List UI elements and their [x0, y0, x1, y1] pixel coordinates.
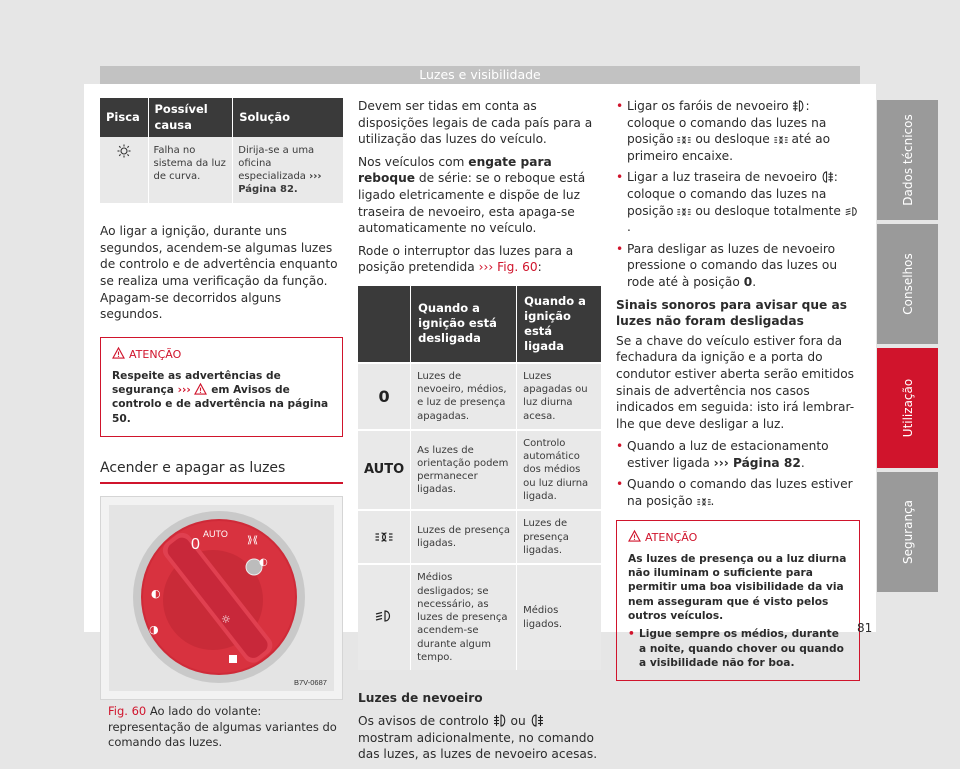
- table-row: [100, 137, 343, 203]
- bullet-end: .: [710, 494, 715, 509]
- front-fog-icon: [792, 100, 805, 112]
- parking-light-icon: [774, 135, 788, 145]
- trailer-paragraph: [358, 154, 601, 237]
- warning-text: As luzes de presença ou a luz diurna não iluminam o suficiente para permitir uma boa visibilidade da via nem asseguram que é visto pelos outros veículos.: [628, 552, 847, 622]
- tab-dados-tecnicos[interactable]: [877, 100, 938, 220]
- figure-zero-label: 0: [191, 535, 200, 553]
- figure-caption: [100, 704, 343, 751]
- column-right: [616, 98, 860, 681]
- list-item-text: [627, 241, 860, 291]
- sound-heading-text: Sinais sonoros para avisar que as luzes não foram desligadas: [616, 297, 847, 329]
- table-row: [358, 510, 601, 564]
- warning-link[interactable]: ›››: [177, 384, 191, 397]
- list-item: [616, 241, 860, 291]
- bullet-dot: •: [616, 241, 624, 256]
- svg-text:◐: ◐: [151, 586, 161, 600]
- warning-triangle-icon: [628, 530, 641, 542]
- warning-title: [112, 347, 332, 363]
- bullet-text: : coloque o comando das luzes na posição: [627, 99, 827, 147]
- list-item-text: [627, 438, 860, 471]
- position-auto-icon: AUTO: [358, 430, 411, 510]
- table-row: [358, 363, 601, 430]
- warning-text-a: Respeite as advertências de segurança: [112, 369, 281, 397]
- bullet-text: ou desloque totalmente: [695, 203, 841, 218]
- bullet-text: .: [627, 220, 631, 235]
- bullet-end: .: [800, 455, 805, 470]
- light-switch-illustration: [109, 505, 334, 691]
- warning-box: [616, 520, 860, 682]
- page-link[interactable]: ››› Página 82.: [238, 171, 322, 196]
- parking-light-icon: [677, 207, 691, 217]
- bullet-dot: •: [616, 99, 624, 113]
- rear-fog-icon: [530, 714, 544, 727]
- tab-label: Dados técnicos: [900, 114, 915, 206]
- page-link[interactable]: ››› Página 82: [713, 455, 801, 470]
- trailer-text-c: de série: se o reboque está ligado eletricamente e dispõe de luz traseira de nevoeiro, esta apaga-se automaticamente no veículo.: [358, 171, 586, 236]
- rear-fog-icon: [821, 171, 834, 183]
- bullet-text: até ao primeiro encaixe.: [627, 132, 831, 163]
- tab-label: Utilização: [900, 378, 915, 438]
- list-item-text: [627, 169, 860, 235]
- rotate-paragraph: [358, 243, 601, 276]
- column-left: [100, 98, 343, 751]
- section-heading: Acender e apagar as luzes: [100, 459, 343, 484]
- figure-link[interactable]: ››› Fig. 60: [478, 260, 538, 275]
- table-header-cell: Quando a ignição está ligada: [517, 286, 601, 363]
- table-row: [358, 430, 601, 510]
- bullet-text: Quando o comando das luzes estiver na posição: [627, 477, 853, 509]
- bullet-text: ou desloque: [695, 132, 770, 147]
- tab-label: Segurança: [900, 499, 915, 565]
- table-cell-on: Médios ligados.: [517, 564, 601, 670]
- warning-light-table: [100, 98, 343, 203]
- svg-text:☼: ☼: [221, 612, 231, 626]
- list-item: [616, 476, 860, 509]
- bullet-dot: •: [616, 477, 624, 492]
- front-fog-icon: [493, 714, 507, 727]
- table-cell-off: Luzes de presença ligadas.: [411, 510, 517, 564]
- tab-conselhos[interactable]: [877, 224, 938, 344]
- sound-heading: [616, 297, 860, 330]
- position-off-icon: 0: [358, 363, 411, 430]
- solution-text: Dirija-se a uma oficina especializada: [238, 145, 315, 183]
- bullet-text: : coloque o comando das luzes na posição: [627, 170, 838, 218]
- rotate-end: :: [537, 260, 542, 275]
- bullet-end: .: [752, 274, 757, 289]
- bullet-text: Para desligar as luzes de nevoeiro pressione o comando das luzes ou rode até à posição: [627, 241, 838, 289]
- low-beam-icon: [375, 609, 393, 623]
- table-header-row: [100, 98, 343, 137]
- warning-bullet-text: Ligue sempre os médios, durante a noite, quando chover ou quando a visibilidade não for boa.: [639, 628, 844, 669]
- trailer-text-bold: engate para reboque: [358, 154, 552, 186]
- figure-code: B7V-0687: [294, 677, 327, 687]
- table-header-cell: Solução: [233, 98, 343, 137]
- warning-box: [100, 337, 343, 437]
- fog-paragraph: [358, 713, 601, 763]
- table-header-cell: Possível causa: [148, 98, 233, 137]
- warning-text: [112, 369, 332, 426]
- position-parking-cell: [358, 510, 411, 564]
- warning-triangle-icon: [194, 383, 207, 395]
- page-header: Luzes e visibilidade: [100, 66, 860, 84]
- bullet-text: Ligar os faróis de nevoeiro: [627, 99, 789, 113]
- fog-text-b: mostram adicionalmente, no comando das luzes, as luzes de nevoeiro acesas.: [358, 730, 598, 762]
- sound-paragraph: Se a chave do veículo estiver fora da fechadura da ignição e a porta do condutor estiver aberta serão emitidos sinais de advertência nos casos indicados em seguida: isto irá lembrar-lhe que deve desligar a luz.: [616, 333, 855, 431]
- sun-icon: [117, 144, 131, 158]
- list-item-text: [627, 476, 860, 509]
- fog-heading: [358, 690, 601, 707]
- table-cell-on: Controlo automático dos médios ou luz diurna ligada.: [517, 430, 601, 510]
- table-header-cell: [358, 286, 411, 363]
- table-cell-off: Luzes de nevoeiro, médios, e luz de presença apagadas.: [411, 363, 517, 430]
- table-row: [358, 564, 601, 670]
- intro-paragraph: Ao ligar a ignição, durante uns segundos, acendem-se algumas luzes de controlo e de advertência enquanto se realiza uma verificação da função. Apagam-se decorridos alguns segundos.: [100, 224, 338, 322]
- table-cell-cause: Falha no sistema da luz de curva.: [148, 137, 233, 203]
- svg-text:⟫⟪: ⟫⟪: [247, 534, 259, 546]
- warning-title: [628, 530, 849, 546]
- warning-triangle-icon: [112, 347, 125, 359]
- warning-title-text: ATENÇÃO: [129, 347, 182, 361]
- list-item: [616, 438, 860, 471]
- svg-text:◐: ◐: [259, 556, 268, 568]
- list-item: [628, 627, 849, 670]
- fog-text-a: Os avisos de controlo: [358, 713, 489, 728]
- table-header-cell: Pisca: [100, 98, 148, 137]
- parking-light-icon: [677, 135, 691, 145]
- table-cell-off: Médios desligados; se necessário, as luzes de presença acendem-se durante algum tempo.: [411, 564, 517, 670]
- position-lowbeam-cell: [358, 564, 411, 670]
- figure-60: [100, 496, 343, 700]
- bullet-dot: •: [616, 170, 624, 185]
- position-zero: 0: [743, 274, 753, 289]
- low-beam-icon: [845, 206, 859, 217]
- svg-text:◑: ◑: [149, 622, 159, 636]
- table-cell-on: Luzes de presença ligadas.: [517, 510, 601, 564]
- trailer-text-a: Nos veículos com: [358, 154, 465, 169]
- table-cell-off: As luzes de orientação podem permanecer ligadas.: [411, 430, 517, 510]
- list-item: [616, 169, 860, 235]
- table-cell-solution: [233, 137, 343, 203]
- bullet-dot: •: [616, 439, 624, 454]
- parking-light-icon: [375, 531, 393, 543]
- column-middle: [358, 98, 601, 769]
- tab-seguranca[interactable]: [877, 472, 938, 592]
- fog-heading-text: Luzes de nevoeiro: [358, 691, 483, 706]
- legal-paragraph: Devem ser tidas em conta as disposições legais de cada país para a utilização das luzes do veículo.: [358, 99, 593, 147]
- fog-text-or: ou: [510, 713, 526, 728]
- table-header-row: [358, 286, 601, 363]
- list-item: [616, 98, 860, 164]
- bullet-text: Quando a luz de estacionamento estiver ligada: [627, 439, 829, 470]
- page-number: 81: [857, 621, 873, 635]
- warning-text-b: em Avisos de controlo e de advertência na página 50.: [112, 384, 329, 425]
- figure-label: Fig. 60: [108, 703, 147, 718]
- parking-light-icon: [697, 497, 711, 507]
- figure-caption-text: Ao lado do volante: representação de algumas variantes do comando das luzes.: [108, 703, 337, 750]
- list-item-text: [627, 98, 860, 164]
- rotate-text: Rode o interruptor das luzes para a posição pretendida: [358, 243, 574, 275]
- table-header-cell: Quando a ignição está desligada: [411, 286, 517, 363]
- tab-label: Conselhos: [900, 253, 915, 315]
- table-cell-icon: [100, 137, 148, 203]
- bullet-text: Ligar a luz traseira de nevoeiro: [627, 170, 817, 185]
- bullet-dot: •: [628, 628, 635, 641]
- tab-utilizacao[interactable]: [877, 348, 938, 468]
- figure-auto-label: AUTO: [203, 528, 228, 539]
- table-cell-on: Luzes apagadas ou luz diurna acesa.: [517, 363, 601, 430]
- switch-position-table: [358, 286, 601, 670]
- warning-title-text: ATENÇÃO: [645, 530, 698, 544]
